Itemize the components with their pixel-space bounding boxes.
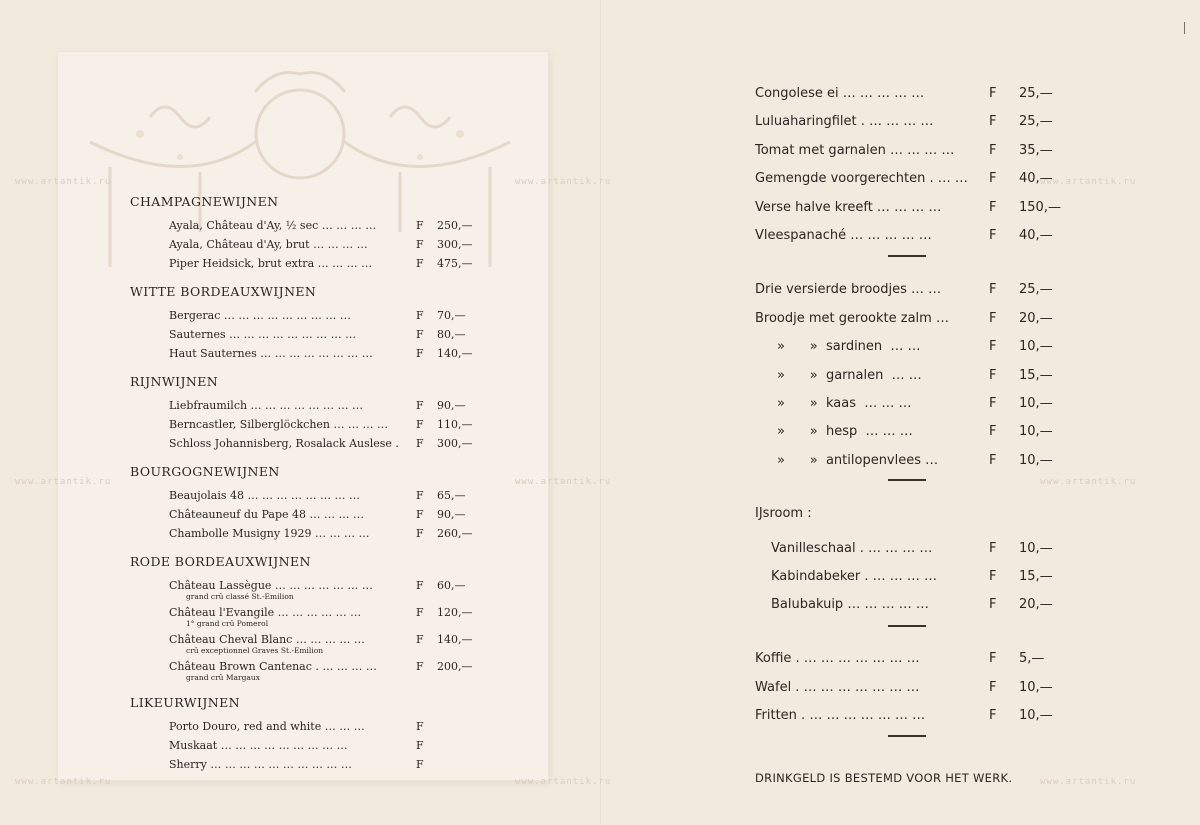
price: 20,— <box>1019 597 1053 612</box>
wine-name: Sauternes … … … … … … … … … <box>169 328 357 341</box>
wine-list <box>130 194 490 785</box>
tip-notice: DRINKGELD IS BESTEMD VOOR HET WERK. <box>755 771 1013 785</box>
currency: F <box>989 597 997 612</box>
price: 475,— <box>437 257 473 270</box>
dish-name: » » sardinen … … <box>777 339 921 354</box>
price: 60,— <box>437 579 466 592</box>
currency: F <box>989 569 997 584</box>
wine-classification: crû exceptionnel Graves St.-Emilion <box>186 646 324 655</box>
watermark-text: www.artantik.ru <box>515 177 612 187</box>
currency: F <box>989 114 997 129</box>
watermark-text: www.artantik.ru <box>15 477 112 487</box>
currency: F <box>416 257 424 270</box>
currency: F <box>416 508 424 521</box>
price: 200,— <box>437 660 473 673</box>
menu-item <box>755 111 1065 133</box>
currency: F <box>416 328 424 341</box>
dish-name: Broodje met gerookte zalm … <box>755 311 949 326</box>
price: 120,— <box>437 606 473 619</box>
currency: F <box>416 418 424 431</box>
wine-classification: grand crû Margaux <box>186 673 260 682</box>
price: 25,— <box>1019 86 1053 101</box>
currency: F <box>416 606 424 619</box>
price: 250,— <box>437 219 473 232</box>
menu-item <box>755 393 1065 415</box>
currency: F <box>989 651 997 666</box>
wine-item <box>169 235 471 254</box>
dish-name: Fritten . … … … … … … … <box>755 708 926 723</box>
price: 300,— <box>437 437 473 450</box>
dish-name: Balubakuip … … … … … <box>771 597 929 612</box>
dish-name: Verse halve kreeft … … … … <box>755 200 942 215</box>
price: 140,— <box>437 633 473 646</box>
wine-classification: grand crû classé St.-Emilion <box>186 592 294 601</box>
currency: F <box>989 541 997 556</box>
wine-item <box>169 657 471 676</box>
dish-name: Tomat met garnalen … … … … <box>755 143 955 158</box>
price: 260,— <box>437 527 473 540</box>
watermark-text: www.artantik.ru <box>515 477 612 487</box>
price: 10,— <box>1019 680 1053 695</box>
price: 10,— <box>1019 424 1053 439</box>
dish-name: » » garnalen … … <box>777 368 922 383</box>
dish-name: Koffie . … … … … … … … <box>755 651 920 666</box>
menu-item <box>755 308 1065 330</box>
wine-name: Château l'Evangile … … … … … … <box>169 606 362 619</box>
menu-item <box>755 197 1065 219</box>
price: 15,— <box>1019 368 1053 383</box>
currency: F <box>416 238 424 251</box>
wine-name: Beaujolais 48 … … … … … … … … <box>169 489 360 502</box>
price: 35,— <box>1019 143 1053 158</box>
price: 65,— <box>437 489 466 502</box>
currency: F <box>989 200 997 215</box>
currency: F <box>989 228 997 243</box>
wine-item <box>169 344 471 363</box>
dish-name: Drie versierde broodjes … … <box>755 282 942 297</box>
menu-item <box>755 279 1065 301</box>
currency: F <box>416 633 424 646</box>
wine-section <box>130 464 490 543</box>
currency: F <box>989 424 997 439</box>
currency: F <box>989 453 997 468</box>
currency: F <box>416 347 424 360</box>
wine-item <box>169 396 471 415</box>
wine-item <box>169 505 471 524</box>
price: 15,— <box>1019 569 1053 584</box>
dish-name: Luluaharingfilet . … … … … <box>755 114 934 129</box>
wine-name: Ayala, Château d'Ay, brut … … … … <box>169 238 368 251</box>
currency: F <box>416 739 424 752</box>
menu-item <box>755 705 1065 727</box>
section-divider <box>888 735 926 737</box>
wine-name: Château Brown Cantenac . … … … … <box>169 660 377 673</box>
section-title: LIKEURWIJNEN <box>130 695 240 710</box>
price: 10,— <box>1019 708 1053 723</box>
wine-name: Schloss Johannisberg, Rosalack Auslese . <box>169 437 399 450</box>
wine-item <box>169 216 471 235</box>
price: 150,— <box>1019 200 1061 215</box>
dish-name: » » antilopenvlees … <box>777 453 939 468</box>
dish-name: Vanilleschaal . … … … … <box>771 541 933 556</box>
currency: F <box>989 143 997 158</box>
pencil-mark <box>1184 22 1185 34</box>
currency: F <box>416 660 424 673</box>
section-title: BOURGOGNEWIJNEN <box>130 464 280 479</box>
price: 25,— <box>1019 114 1053 129</box>
dish-name: Wafel . … … … … … … … <box>755 680 920 695</box>
currency: F <box>989 171 997 186</box>
menu-item <box>755 336 1065 358</box>
wine-section <box>130 284 490 363</box>
wine-item <box>169 415 471 434</box>
currency: F <box>416 720 424 733</box>
currency: F <box>989 311 997 326</box>
wine-item <box>169 434 471 453</box>
price: 10,— <box>1019 396 1053 411</box>
dish-name: » » kaas … … … <box>777 396 912 411</box>
menu-item <box>755 83 1065 105</box>
currency: F <box>989 339 997 354</box>
price: 5,— <box>1019 651 1045 666</box>
menu-item <box>755 140 1065 162</box>
wine-section <box>130 554 490 684</box>
wine-name: Porto Douro, red and white … … … <box>169 720 365 733</box>
section-title: IJsroom : <box>755 506 812 521</box>
dish-name: Congolese ei … … … … … <box>755 86 925 101</box>
dish-name: Gemengde voorgerechten . … … <box>755 171 968 186</box>
currency: F <box>416 219 424 232</box>
wine-name: Sherry … … … … … … … … … … <box>169 758 352 771</box>
watermark-text: www.artantik.ru <box>515 777 612 787</box>
wine-item <box>169 576 471 595</box>
wine-classification: 1° grand crû Pomerol <box>186 619 269 628</box>
wine-name: Ayala, Château d'Ay, ½ sec … … … … <box>169 219 377 232</box>
currency: F <box>989 368 997 383</box>
wine-name: Châteauneuf du Pape 48 … … … … <box>169 508 364 521</box>
section-title: CHAMPAGNEWIJNEN <box>130 194 279 209</box>
menu-item <box>755 450 1065 472</box>
wine-item <box>169 755 471 774</box>
wine-section <box>130 374 490 453</box>
wine-section <box>130 695 490 774</box>
wine-item <box>169 630 471 649</box>
menu-item <box>755 648 1065 670</box>
price: 300,— <box>437 238 473 251</box>
wine-name: Bergerac … … … … … … … … … <box>169 309 351 322</box>
currency: F <box>416 309 424 322</box>
price: 140,— <box>437 347 473 360</box>
wine-item <box>169 736 471 755</box>
price: 25,— <box>1019 282 1053 297</box>
dish-name: Vleespanaché … … … … … <box>755 228 932 243</box>
currency: F <box>989 86 997 101</box>
wine-name: Liebfraumilch … … … … … … … … <box>169 399 364 412</box>
wine-item <box>169 717 471 736</box>
dish-name: » » hesp … … … <box>777 424 913 439</box>
wine-name: Château Lassègue … … … … … … … <box>169 579 373 592</box>
watermark-text: www.artantik.ru <box>15 777 112 787</box>
currency: F <box>989 680 997 695</box>
menu-item <box>755 365 1065 387</box>
menu-item <box>755 225 1065 247</box>
section-divider <box>888 255 926 257</box>
currency: F <box>416 579 424 592</box>
price: 40,— <box>1019 171 1053 186</box>
price: 70,— <box>437 309 466 322</box>
section-title: RODE BORDEAUXWIJNEN <box>130 554 311 569</box>
wine-item <box>169 306 471 325</box>
watermark-text: www.artantik.ru <box>1040 477 1137 487</box>
price: 90,— <box>437 399 466 412</box>
menu-item <box>755 421 1065 443</box>
wine-item <box>169 325 471 344</box>
wine-item <box>169 486 471 505</box>
price: 40,— <box>1019 228 1053 243</box>
price: 80,— <box>437 328 466 341</box>
currency: F <box>416 489 424 502</box>
menu-item <box>755 168 1065 190</box>
menu-item <box>755 677 1065 699</box>
section-divider <box>888 625 926 627</box>
price: 10,— <box>1019 453 1053 468</box>
wine-item <box>169 524 471 543</box>
currency: F <box>416 399 424 412</box>
currency: F <box>989 708 997 723</box>
currency: F <box>989 396 997 411</box>
wine-item <box>169 254 471 273</box>
wine-name: Piper Heidsick, brut extra … … … … <box>169 257 373 270</box>
currency: F <box>416 527 424 540</box>
menu-item <box>755 566 1065 588</box>
wine-name: Berncastler, Silberglöckchen … … … … <box>169 418 389 431</box>
price: 110,— <box>437 418 473 431</box>
watermark-text: www.artantik.ru <box>1040 777 1137 787</box>
currency: F <box>416 437 424 450</box>
price: 10,— <box>1019 541 1053 556</box>
wine-name: Château Cheval Blanc … … … … … <box>169 633 365 646</box>
currency: F <box>416 758 424 771</box>
page-fold <box>600 0 602 825</box>
wine-section <box>130 194 490 273</box>
watermark-text: www.artantik.ru <box>1040 177 1137 187</box>
dish-name: Kabindabeker . … … … … <box>771 569 938 584</box>
wine-item <box>169 603 471 622</box>
wine-name: Chambolle Musigny 1929 … … … … <box>169 527 370 540</box>
price: 20,— <box>1019 311 1053 326</box>
currency: F <box>989 282 997 297</box>
section-divider <box>888 479 926 481</box>
menu-item <box>755 538 1065 560</box>
section-title: RIJNWIJNEN <box>130 374 219 389</box>
price: 90,— <box>437 508 466 521</box>
section-title: WITTE BORDEAUXWIJNEN <box>130 284 317 299</box>
menu-item <box>755 594 1065 616</box>
watermark-text: www.artantik.ru <box>15 177 112 187</box>
wine-name: Muskaat … … … … … … … … … <box>169 739 348 752</box>
price: 10,— <box>1019 339 1053 354</box>
wine-name: Haut Sauternes … … … … … … … … <box>169 347 373 360</box>
icecream-title <box>755 503 1065 525</box>
